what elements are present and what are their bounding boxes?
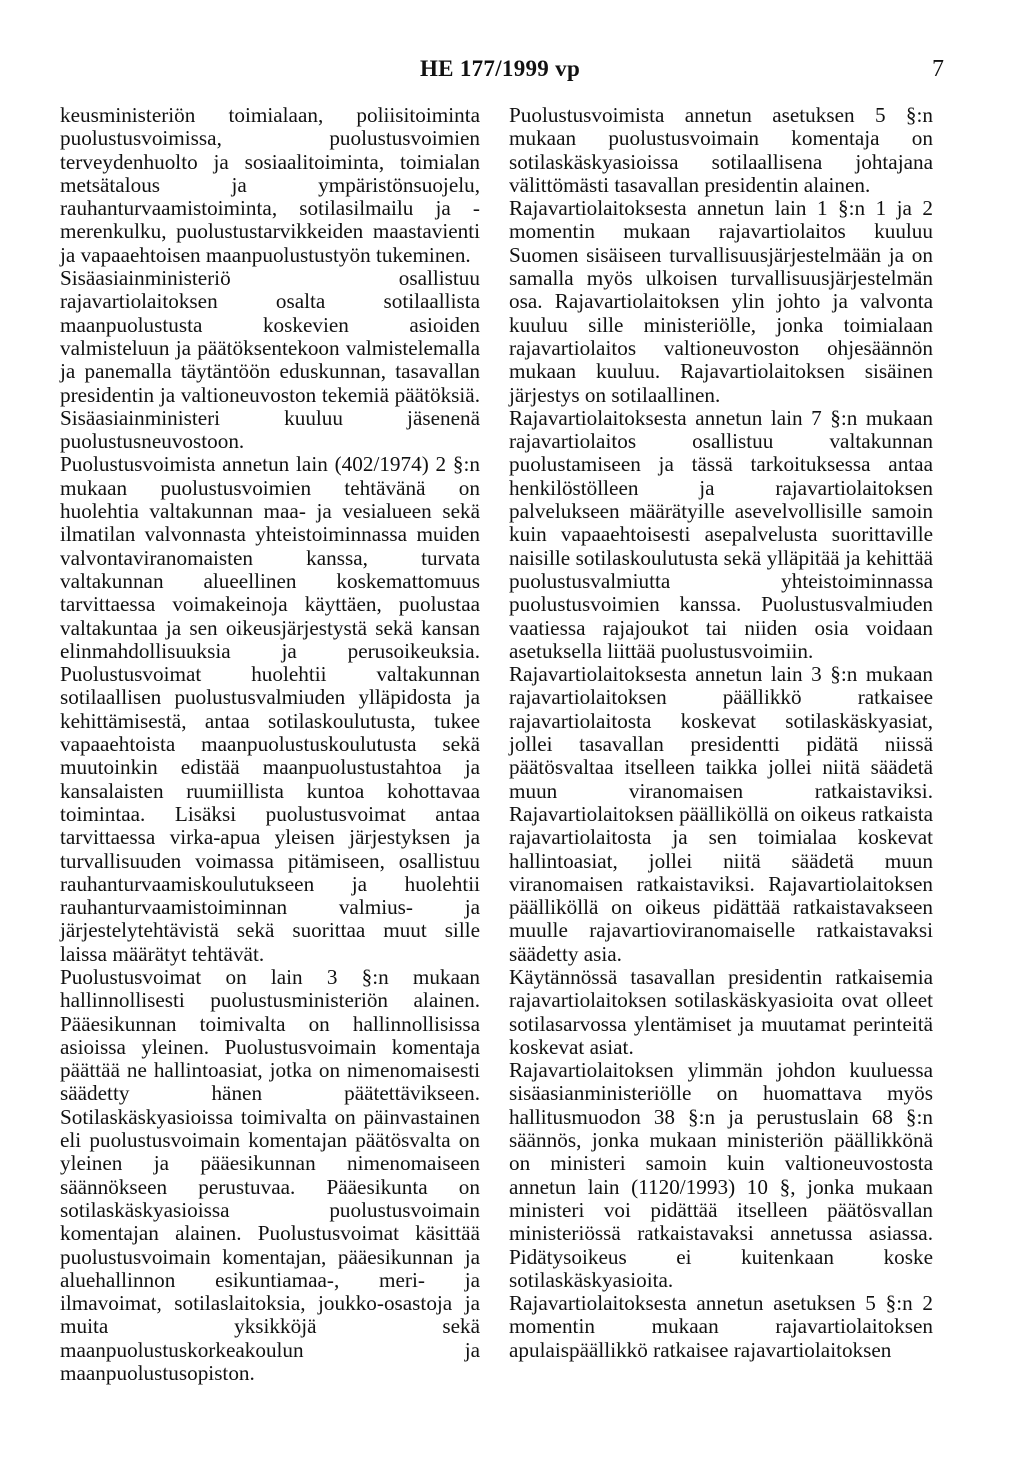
document-id: HE 177/1999 vp: [419, 56, 581, 81]
paragraph: Rajavartiolaitoksesta annetun lain 7 §:n mukaan rajavartiolaitos osallistuu valtakunnan puolustamiseen ja tässä tarkoituksessa antaa henkilöstölleen ja rajavartiolaitoksen palvelukseen määrätyille asevelvollisille samoin kuin vapaaehtoisesti asepalvelusta suorittaville naisille sotilaskoulutusta sekä ylläpitää ja kehittää puolustusvalmiutta yhteistoiminnassa puolustusvoimien kanssa. Puolustusvalmiuden vaatiessa rajajoukot tai niiden osia voidaan asetuksella liittää puolustusvoimiin.: [509, 405, 933, 663]
paragraph: Rajavartiolaitoksesta annetun lain 1 §:n 1 ja 2 momentin mukaan rajavartiolaitos kuuluu Suomen sisäiseen turvallisuusjärjestelmään ja on samalla myös ulkoisen turvallisuusjärjestelmän osa. Rajavartiolaitoksen ylin johto ja valvonta kuuluu sille ministeriölle, jonka toimialaan rajavartiolaitos valtioneuvoston ohjesäännön mukaan kuuluu. Rajavartiolaitoksen sisäinen järjestys on sotilaallinen.: [509, 196, 933, 407]
paragraph: Sisäasiainministeriö osallistuu rajavartiolaitoksen osalta sotilaallista maanpuolustusta koskevien asioiden valmisteluun ja päätöksentekoon valmistelemalla ja panemalla täytäntöön eduskunnan, tasavallan presidentin ja valtioneuvoston tekemiä päätöksiä. Sisäasiainministeri kuuluu jäsenenä puolustusneuvostoon.: [60, 266, 480, 454]
paragraph: keusministeriön toimialaan, poliisitoiminta puolustusvoimissa, puolustusvoimien terveydenhuolto ja sosiaalitoiminta, toimialan metsätalous ja ympäristönsuojelu, rauhanturvaamistoiminta, sotilasilmailu ja -merenkulku, puolustustarvikkeiden maastavienti ja vapaaehtoisen maanpuolustustyön tukeminen.: [60, 103, 480, 267]
paragraph: Puolustusvoimista annetun lain (402/1974) 2 §:n mukaan puolustusvoimien tehtävänä on huolehtia valtakunnan maa- ja vesialueen sekä ilmatilan valvonnasta yhteistoiminnassa muiden valvontaviranomaisten kanssa, turvata valtakunnan alueellinen koskemattomuus tarvittaessa voimakeinoja käyttäen, puolustaa valtakuntaa ja sen oikeusjärjestystä sekä kansan elinmahdollisuuksia ja perusoikeuksia. Puolustusvoimat huolehtii valtakunnan sotilaallisen puolustusvalmiuden ylläpidosta ja kehittämisestä, antaa sotilaskoulutusta, tukee vapaaehtoista maanpuolustuskoulutusta sekä muutoinkin edistää maanpuolustustahtoa ja kansalaisten ruumiillista kuntoa kohottavaa toimintaa. Lisäksi puolustusvoimat antaa tarvittaessa virka-apua yleisen järjestyksen ja turvallisuuden voimassa pitämiseen, osallistuu rauhanturvaamiskoulutukseen ja huolehtii rauhanturvaamistoiminnan valmius- ja järjestelytehtävistä sekä suorittaa muut sille laissa määrätyt tehtävät.: [60, 452, 480, 966]
paragraph: Rajavartiolaitoksesta annetun asetuksen 5 §:n 2 momentin mukaan rajavartiolaitoksen apulaispäällikkö ratkaisee rajavartiolaitoksen: [509, 1291, 933, 1362]
paragraph: Käytännössä tasavallan presidentin ratkaisemia rajavartiolaitoksen sotilaskäskyasioita ovat olleet sotilasarvossa ylentämiset ja muutamat perinteitä koskevat asiat.: [509, 964, 933, 1059]
right-column: [509, 104, 933, 1362]
page-header: [56, 56, 944, 86]
left-column: [60, 104, 480, 1385]
paragraph: Rajavartiolaitoksesta annetun lain 3 §:n mukaan rajavartiolaitoksen päällikkö ratkaisee rajavartiolaitosta koskevat sotilaskäskyasiat, jollei tasavallan presidentti pidätä niissä päätösvaltaa itselleen taikka jollei niitä säädetä muun viranomaisen ratkaistaviksi. Rajavartiolaitoksen päälliköllä on oikeus ratkaista rajavartiolaitosta ja sen toimialaa koskevat hallintoasiat, jollei niitä säädetä muun viranomaisen ratkaistaviksi. Rajavartiolaitoksen päälliköllä on oikeus pidättää ratkaistavakseen muulle rajavartioviranomaiselle ratkaistavaksi säädetty asia.: [509, 662, 933, 966]
paragraph: Puolustusvoimat on lain 3 §:n mukaan hallinnollisesti puolustusministeriön alainen. Pääesikunnan toimivalta on hallinnollisissa asioissa yleinen. Puolustusvoimain komentaja päättää ne hallintoasiat, jotka on nimenomaisesti säädetty hänen päätettävikseen. Sotilaskäskyasioissa toimivalta on päinvastainen eli puolustusvoimain komentajan päätösvalta on yleinen ja pääesikunnan nimenomaiseen säännökseen perustuvaa. Pääesikunta on sotilaskäskyasioissa puolustusvoimain komentajan alainen. Puolustusvoimat käsittää puolustusvoimain komentajan, pääesikunnan ja aluehallinnon esikuntiamaa-, meri- ja ilmavoimat, sotilaslaitoksia, joukko-osastoja ja muita yksikköjä sekä maanpuolustuskorkeakoulun ja maanpuolustusopiston.: [60, 964, 480, 1386]
paragraph: Puolustusvoimista annetun asetuksen 5 §:n mukaan puolustusvoimain komentaja on sotilaskäskyasioissa sotilaallisena johtajana välittömästi tasavallan presidentin alainen.: [509, 103, 933, 197]
paragraph: Rajavartiolaitoksen ylimmän johdon kuuluessa sisäasianministeriölle on huomattava myös hallitusmuodon 38 §:n ja perustuslain 68 §:n säännös, jonka mukaan ministeriön päällikkönä on ministeri samoin kuin valtioneuvostosta annetun lain (1120/1993) 10 §, jonka mukaan ministeri voi pidättää itselleen päätösvallan ministeriössä ratkaistavaksi annetussa asiassa. Pidätysoikeus ei kuitenkaan koske sotilaskäskyasioita.: [509, 1058, 933, 1292]
page-number: 7: [932, 56, 944, 82]
